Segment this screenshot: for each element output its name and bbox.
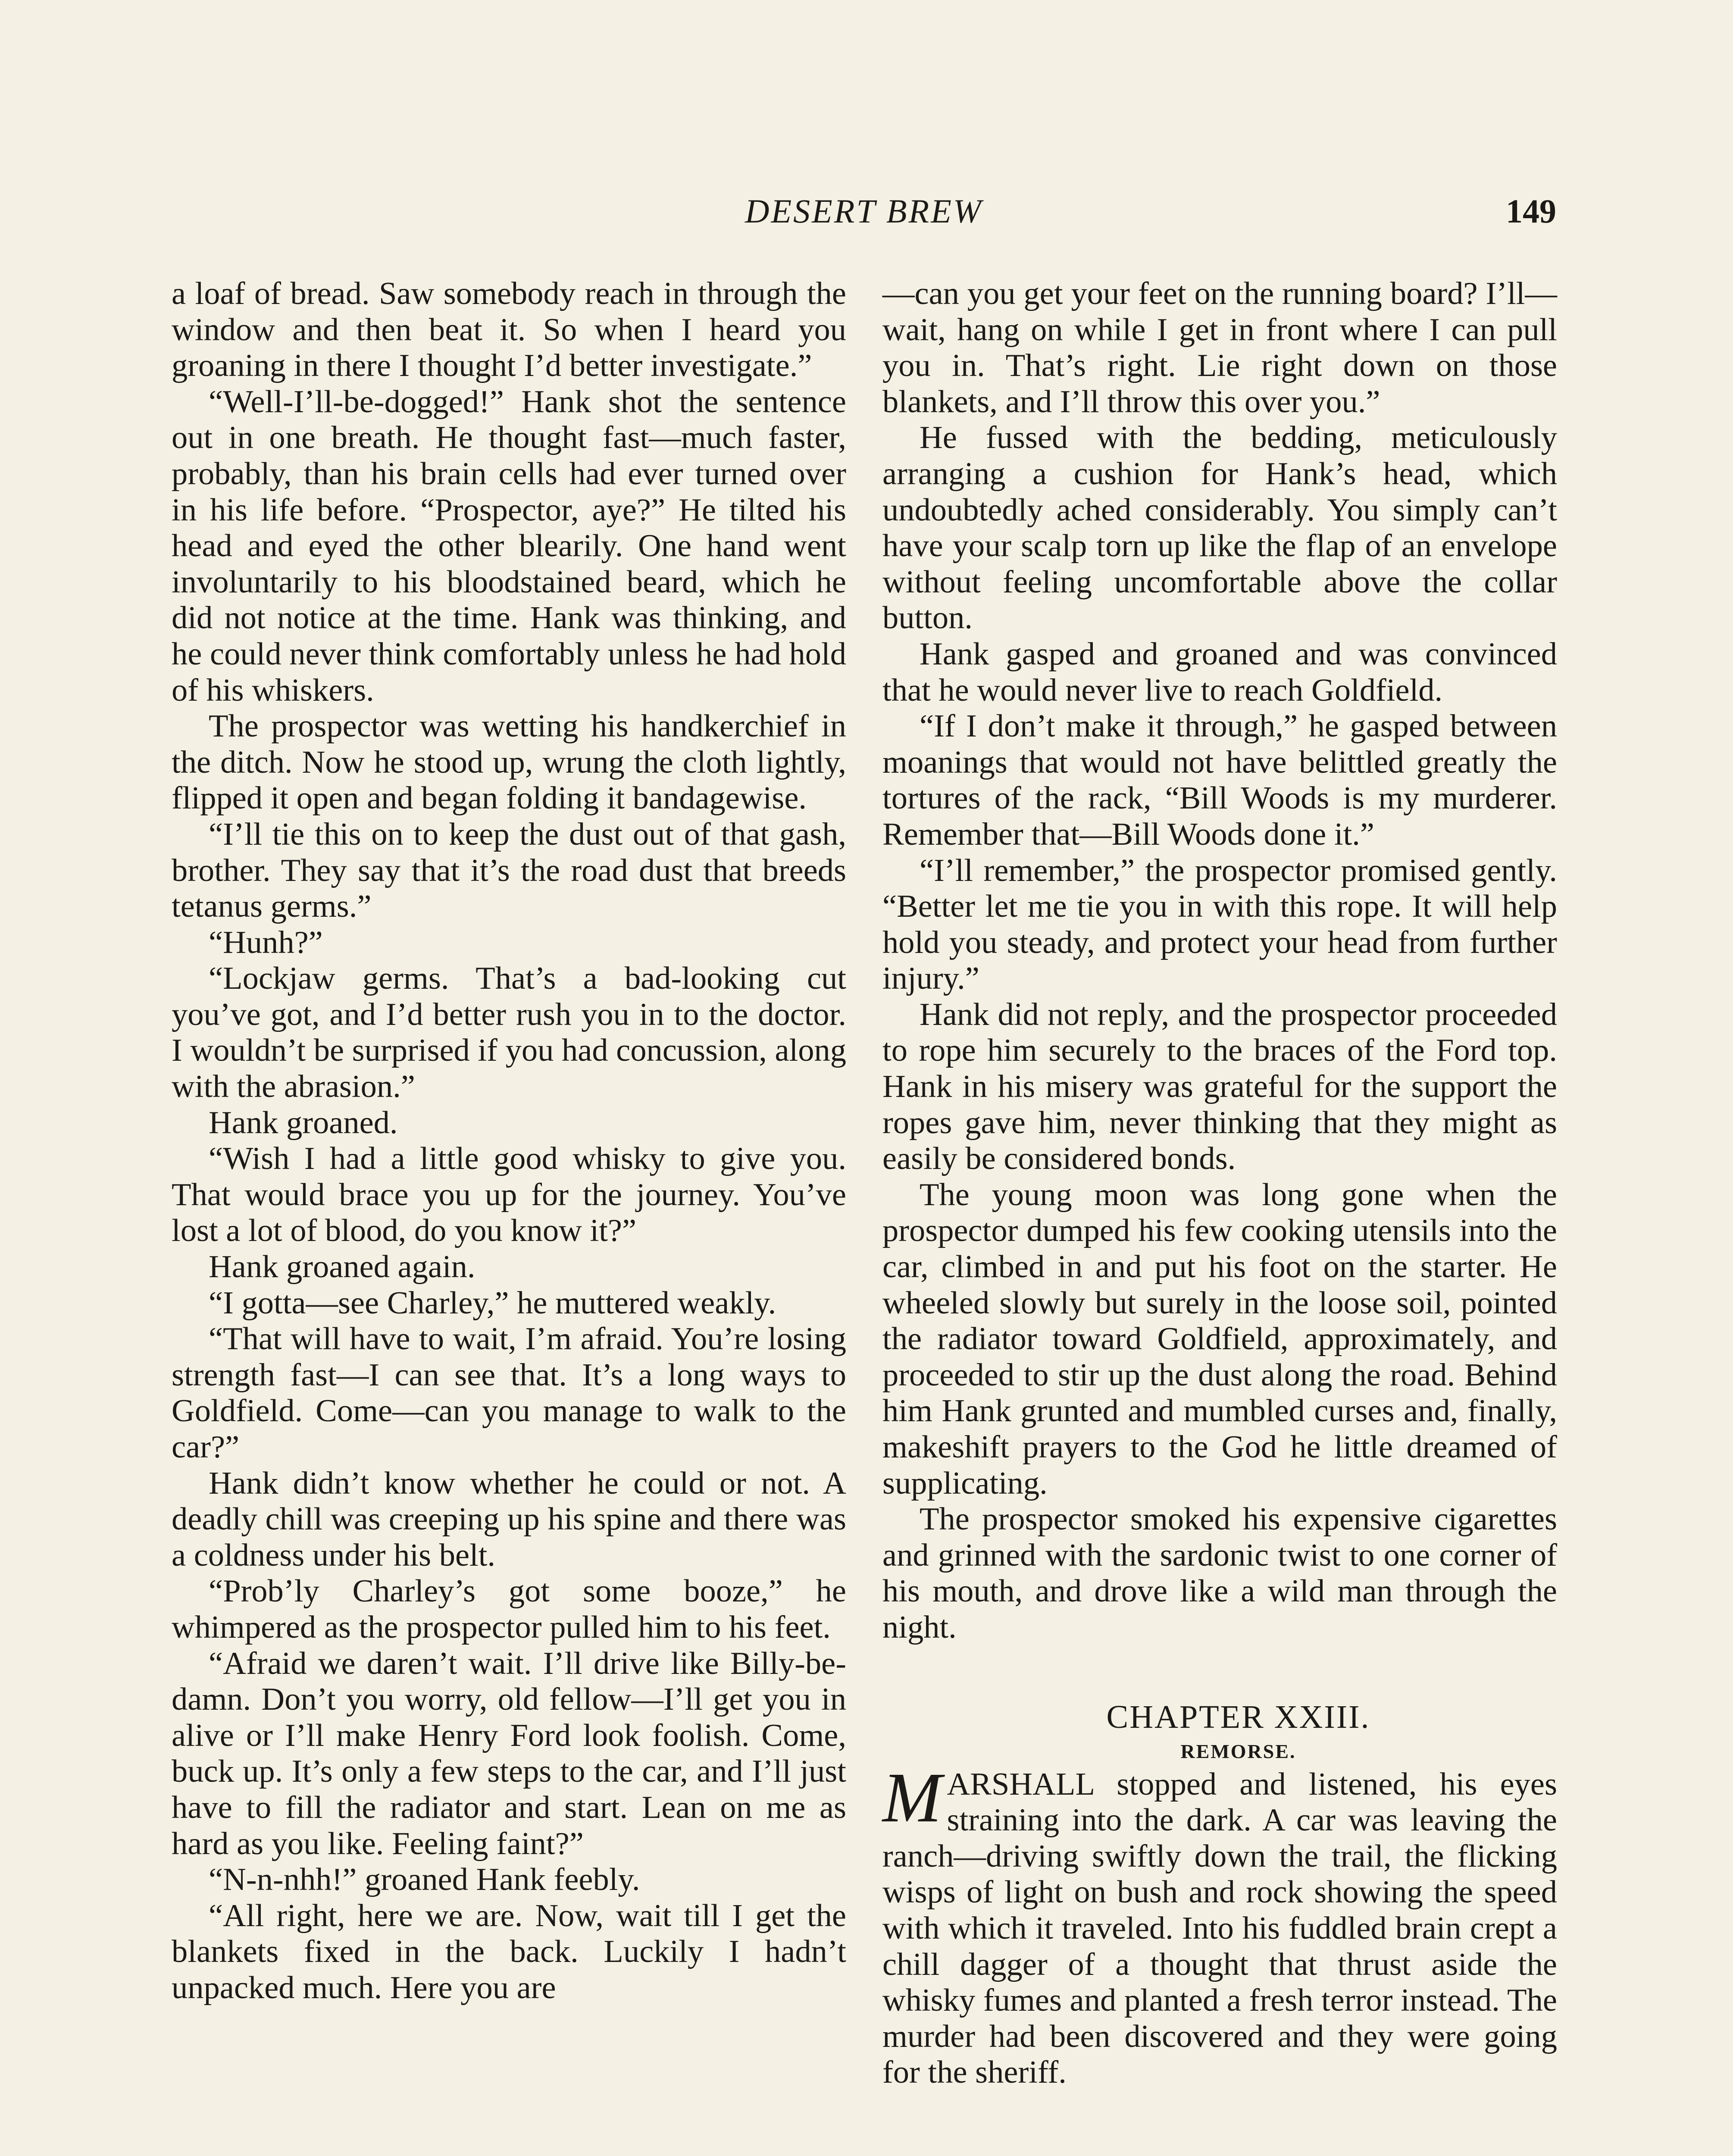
paragraph: —can you get your feet on the running board? I’ll—wait, hang on while I get in front where I can pull you in. That’s right. Lie right down on those blankets, and I’ll throw this over you.”: [882, 276, 1557, 420]
paragraph: “I’ll remember,” the prospector promised gently. “Better let me tie you in with this rope. It will help hold you steady, and protect your head from further injury.”: [882, 852, 1557, 997]
chapter-title: CHAPTER XXIII.: [1106, 1698, 1370, 1735]
paragraph: Hank groaned.: [209, 1105, 398, 1141]
paragraph: The prospector was wetting his handkerchief in the ditch. Now he stood up, wrung the cloth lightly, flipped it open and began folding it bandagewise.: [172, 708, 846, 816]
left-column: [172, 276, 846, 2006]
paragraph: “I’ll tie this on to keep the dust out of that gash, brother. They say that it’s the road dust that breeds tetanus germs.”: [172, 816, 846, 924]
chapter-subtitle: REMORSE.: [1180, 1740, 1296, 1762]
paragraph: “Lockjaw germs. That’s a bad-looking cut you’ve got, and I’d better rush you in to the doctor. I wouldn’t be surprised if you had concussion, along with the abrasion.”: [172, 961, 846, 1105]
page-header: [172, 190, 1556, 237]
paragraph: Hank didn’t know whether he could or not. A deadly chill was creeping up his spine and there was a coldness under his belt.: [172, 1465, 846, 1573]
paragraph: Hank groaned again.: [209, 1249, 475, 1285]
paragraph: “If I don’t make it through,” he gasped between moanings that would not have belittled greatly the tortures of the rack, “Bill Woods is my murderer. Remember that—Bill Woods done it.”: [882, 708, 1557, 852]
paragraph: “All right, here we are. Now, wait till I get the blankets fixed in the back. Luckily I hadn’t unpacked much. Here you are: [172, 1898, 846, 2006]
paragraph: Hank did not reply, and the prospector proceeded to rope him securely to the braces of the Ford top. Hank in his misery was grateful for the support the ropes gave him, never thinking that they might as easily be considered bonds.: [882, 997, 1557, 1177]
paragraph: He fussed with the bedding, meticulously arranging a cushion for Hank’s head, which undoubtedly ached considerably. You simply can’t have your scalp torn up like the flap of an envelope without feeling uncomfortable above the collar button.: [882, 420, 1557, 636]
chapter-block: [882, 1698, 1557, 2091]
paragraph: “Prob’ly Charley’s got some booze,” he whimpered as the prospector pulled him to his feet.: [172, 1573, 846, 1645]
chapter-first-paragraph: [882, 1758, 1557, 2091]
paragraph: The young moon was long gone when the prospector dumped his few cooking utensils into the car, climbed in and put his foot on the starter. He wheeled slowly but surely in the loose soil, pointed the radiator toward Goldfield, approximately, and proceeded to stir up the dust along the road. Behind him Hank grunted and mumbled curses and, finally, makeshift prayers to the God he little dreamed of supplicating.: [882, 1177, 1557, 1501]
paragraph: “Wish I had a little good whisky to give you. That would brace you up for the journey. You’ve lost a lot of blood, do you know it?”: [172, 1141, 846, 1249]
chapter-first-paragraph-text: ARSHALL stopped and listened, his eyes straining into the dark. A car was leaving the ranch—driving swiftly down the trail, the flicking wisps of light on bush and rock showing the speed with which it traveled. Into his fuddled brain crept a chill dagger of a thought that thrust aside the whisky fumes and planted a fresh terror instead. The murder had been discovered and they were going for the sheriff.: [882, 1766, 1557, 2090]
paragraph: “Afraid we daren’t wait. I’ll drive like Billy-be-damn. Don’t you worry, old fellow—I’ll get you in alive or I’ll make Henry Ford look foolish. Come, buck up. It’s only a few steps to the car, and I’ll just have to fill the radiator and start. Lean on me as hard as you like. Feeling faint?”: [172, 1645, 846, 1861]
running-title: DESERT BREW: [745, 192, 983, 230]
right-column-paragraphs: [882, 276, 1557, 1646]
paragraph: “I gotta—see Charley,” he muttered weakly.: [209, 1285, 776, 1321]
right-column: [882, 276, 1557, 2091]
paragraph: Hank gasped and groaned and was convinced that he would never live to reach Goldfield.: [882, 636, 1557, 708]
drop-cap: M: [882, 1758, 942, 1837]
paragraph: “Well-I’ll-be-dogged!” Hank shot the sentence out in one breath. He thought fast—much faster, probably, than his brain cells had ever turned over in his life before. “Prospector, aye?” He tilted his head and eyed the other blearily. One hand went involuntarily to his bloodstained beard, which he did not notice at the time. Hank was thinking, and he could never think comfortably unless he had hold of his whiskers.: [172, 384, 846, 708]
paragraph: The prospector smoked his expensive cigarettes and grinned with the sardonic twist to one corner of his mouth, and drove like a wild man through the night.: [882, 1501, 1557, 1645]
page-number: 149: [1506, 192, 1556, 230]
paragraph: “Hunh?”: [209, 924, 323, 960]
paragraph: “That will have to wait, I’m afraid. You’re losing strength fast—I can see that. It’s a long ways to Goldfield. Come—can you manage to walk to the car?”: [172, 1321, 846, 1465]
paragraph: a loaf of bread. Saw somebody reach in through the window and then beat it. So when I heard you groaning in there I thought I’d better investigate.”: [172, 276, 846, 384]
paragraph: “N-n-nhh!” groaned Hank feebly.: [209, 1862, 640, 1898]
